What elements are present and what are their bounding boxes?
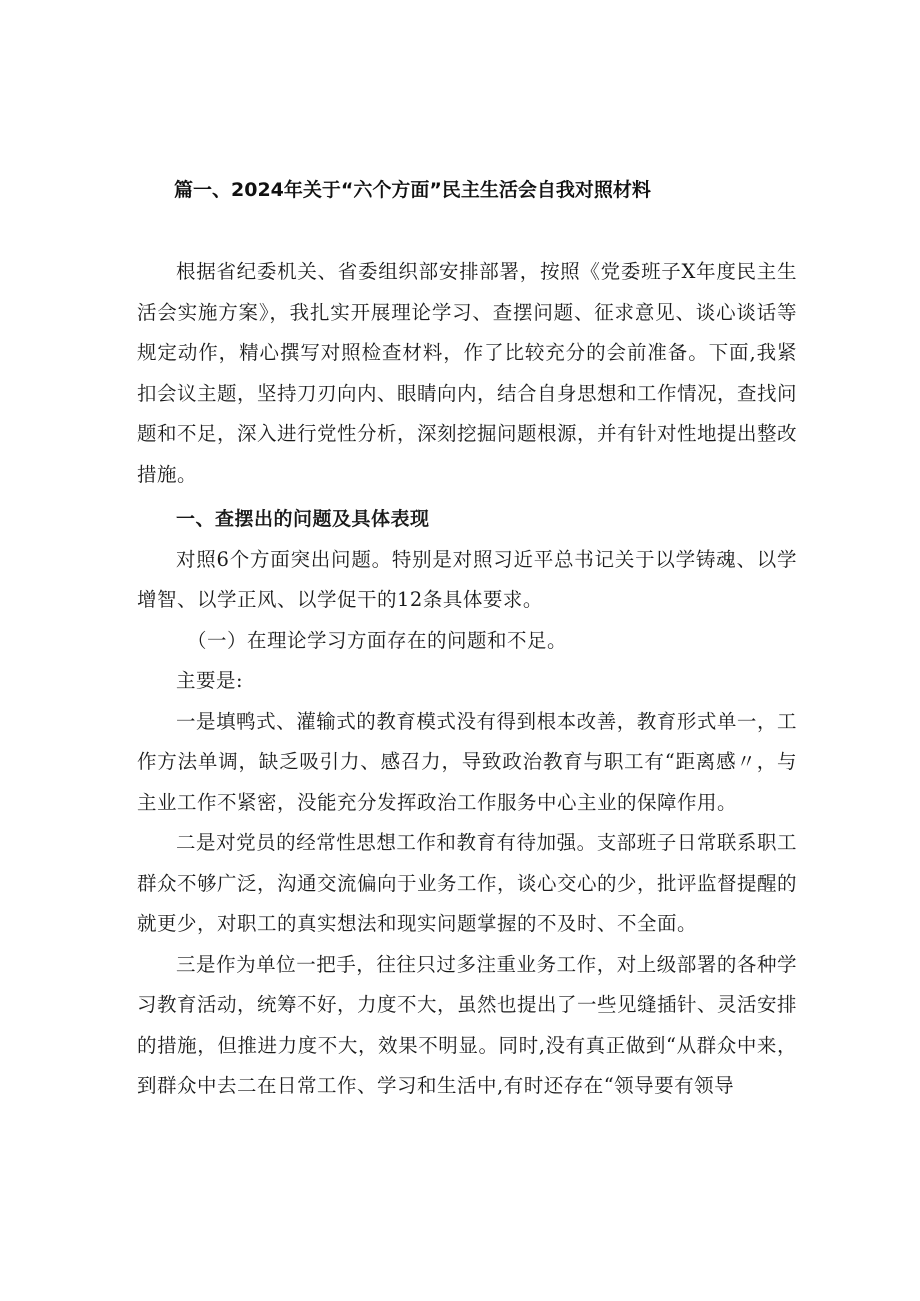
document-title: 篇一、2024年关于“六个方面”民主生活会自我对照材料 (174, 179, 651, 201)
point-one-paragraph: 一是填鸭式、灌输式的教育模式没有得到根本改善，教育形式单一，工作方法单调，缺乏吸引力、感召力，导致政治教育与职工有“距离感〃，与主业工作不紧密，没能充分发挥政治工作服务中心主业的保障作用。 (137, 709, 797, 814)
main-label: 主要是: (176, 669, 244, 692)
subsection-heading: （一）在理论学习方面存在的问题和不足。 (187, 628, 568, 652)
intro-paragraph: 根据省纪委机关、省委组织部安排部署，按照《党委班子X年度民主生活会实施方案》，我扎实开展理论学习、查摆问题、征求意见、谈心谈话等规定动作，精心撰写对照检查材料，作了比较充分的会前准备。下面,我紧扣会议主题，坚持刀刃向内、眼睛向内，结合自身思想和工作情况，查找问题和不足，深入进行党性分析，深刻挖掘问题根源，并有针对性地提出整改措施。 (137, 260, 798, 486)
point-three-paragraph: 三是作为单位一把手，往往只过多注重业务工作，对上级部署的各种学习教育活动，统筹不好，力度不大，虽然也提出了一些见缝插针、灵活安排的措施，但推进力度不大，效果不明显。同时,没有真正做到“从群众中来，到群众中去二在日常工作、学习和生活中,有时还存在“领导要有领导 (137, 952, 798, 1097)
document-body (137, 252, 797, 1107)
section-intro-paragraph: 对照6个方面突出问题。特别是对照习近平总书记关于以学铸魂、以学增智、以学正风、以学促干的12条具体要求。 (137, 547, 797, 611)
point-two-paragraph: 二是对党员的经常性思想工作和教育有待加强。支部班子日常联系职工群众不够广泛，沟通交流偏向于业务工作，谈心交心的少，批评监督提醒的就更少，对职工的真实想法和现实问题掌握的不及时、不全面。 (137, 831, 798, 935)
section-heading: 一、查摆出的问题及具体表现 (176, 508, 430, 530)
